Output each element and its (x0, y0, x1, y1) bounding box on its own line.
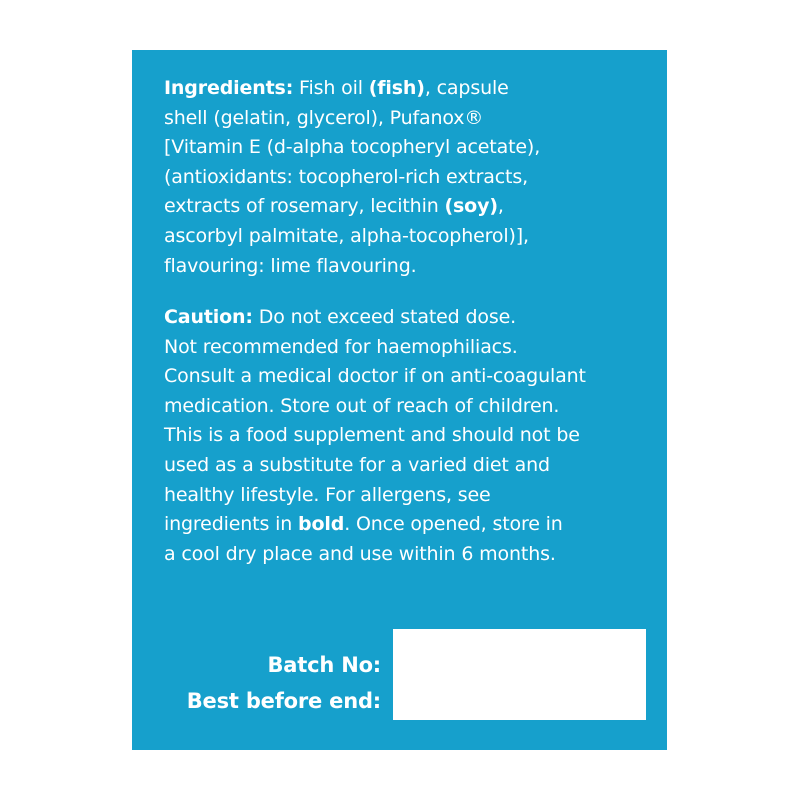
bold-text: (fish) (368, 77, 425, 99)
text-line (164, 74, 654, 104)
text-line (164, 303, 654, 333)
text-line (164, 163, 654, 193)
text-run: ingredients in (164, 513, 299, 536)
bold-text: Ingredients: (164, 77, 294, 99)
text-run: healthy lifestyle. For allergens, see (164, 483, 491, 506)
text-line (164, 222, 654, 252)
text-run: . Once opened, store in (344, 513, 563, 536)
text-line (164, 451, 654, 481)
text-run: [Vitamin E (d-alpha tocopheryl acetate), (164, 136, 541, 159)
caution-section (164, 303, 654, 569)
best-before-label: Best before end: (186, 689, 381, 713)
text-run: Fish oil (293, 77, 369, 99)
text-run: ascorbyl palmitate, alpha-tocopherol)], (164, 224, 529, 247)
text-run: shell (gelatin, glycerol), Pufanox® (164, 106, 484, 129)
text-run: (antioxidants: tocopherol-rich extracts, (164, 165, 528, 188)
text-run: flavouring: lime flavouring. (164, 254, 417, 277)
text-line (164, 392, 654, 422)
text-line (164, 362, 654, 392)
text-run: extracts of rosemary, lecithin (164, 195, 445, 218)
text-line (164, 104, 654, 134)
text-run: Consult a medical doctor if on anti-coagulant (164, 365, 586, 388)
text-line (164, 510, 654, 540)
text-run: , (497, 195, 504, 218)
text-run: Not recommended for haemophiliacs. (164, 335, 518, 358)
batch-number-label: Batch No: (267, 653, 381, 677)
text-line (164, 481, 654, 511)
text-run: medication. Store out of reach of children. (164, 394, 560, 417)
text-line (164, 252, 654, 282)
text-run: used as a substitute for a varied diet and (164, 453, 550, 476)
text-line (164, 421, 654, 451)
product-label-panel (132, 50, 667, 750)
text-line (164, 333, 654, 363)
text-line (164, 133, 654, 163)
batch-stamp-box (393, 629, 646, 720)
text-line (164, 192, 654, 222)
text-line (164, 540, 654, 570)
bold-text: bold (298, 513, 345, 536)
text-run: This is a food supplement and should not be (164, 424, 580, 447)
bold-text: Caution: (164, 306, 253, 328)
bold-text: (soy) (444, 195, 498, 218)
text-run: a cool dry place and use within 6 months. (164, 542, 556, 565)
text-run: , capsule (424, 77, 509, 99)
ingredients-section (164, 74, 654, 281)
text-run: Do not exceed stated dose. (252, 306, 517, 328)
